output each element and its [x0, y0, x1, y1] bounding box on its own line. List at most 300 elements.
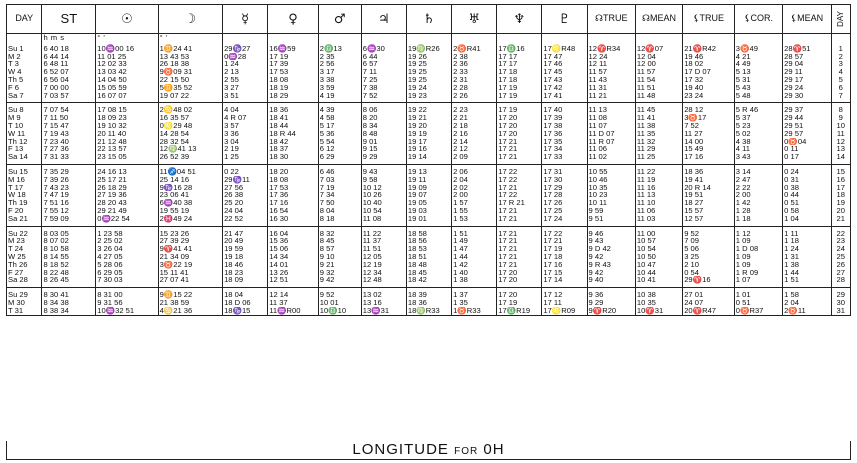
value-cell: 13 03 42 — [96, 68, 158, 76]
day-cell: Su 15 — [8, 166, 28, 176]
value-cell: 24 04 — [223, 207, 268, 215]
day-cell: Sa 7 — [7, 92, 42, 103]
value-cell: 11 02 — [587, 153, 635, 164]
value-cell: 11 54 — [635, 76, 682, 84]
value-cell: 2 33 — [452, 68, 497, 76]
table-row — [7, 84, 851, 92]
value-cell: 19♍R26 — [406, 42, 451, 53]
table-row — [7, 138, 851, 146]
value-cell: 2♓49 24 — [158, 215, 223, 226]
value-cell: 1 37 — [452, 288, 497, 299]
value-cell: 21♈R42 — [683, 42, 735, 53]
value-cell: 8 45 — [318, 237, 361, 245]
day-number-cell: 17 — [831, 184, 850, 192]
value-cell: 10 12 — [361, 184, 406, 192]
value-cell: 9♈41 41 — [158, 245, 223, 253]
value-cell: 1 18 — [734, 215, 782, 226]
value-cell: 11 57 — [587, 68, 635, 76]
value-cell: 12♈07 — [635, 42, 682, 53]
value-cell: 8 07 02 — [42, 237, 96, 245]
value-cell: 0 11 — [783, 145, 831, 153]
value-cell: 10 44 — [635, 269, 682, 277]
value-cell: 17 18 — [497, 68, 542, 76]
value-cell: 1 49 — [452, 237, 497, 245]
table-row — [7, 269, 851, 277]
value-cell: 9 51 — [587, 215, 635, 226]
value-cell: 3♉17 — [683, 114, 735, 122]
day-cell: Su 22 — [8, 228, 28, 238]
value-cell: 7 23 40 — [42, 138, 96, 146]
table-row — [7, 288, 851, 299]
value-cell: 9 10 — [318, 253, 361, 261]
day-number-cell: 18 — [831, 191, 850, 199]
value-cell: 8 31 00 — [96, 288, 158, 299]
value-cell: 17 34 — [542, 145, 587, 153]
value-cell: 12 51 — [268, 276, 319, 287]
value-cell: 3 43 — [734, 153, 782, 164]
value-cell: 8 30 41 — [42, 288, 96, 299]
value-cell: 1♉R33 — [452, 307, 497, 315]
pluto-icon: ♇ — [542, 5, 587, 34]
value-cell: 0 31 — [783, 176, 831, 184]
value-cell: 17 21 — [497, 184, 542, 192]
value-cell: 17 19 — [268, 53, 319, 61]
value-cell: 1 51 — [452, 226, 497, 237]
value-cell: 18 29 — [268, 92, 319, 103]
value-cell: 0 24 — [783, 164, 831, 175]
value-cell: 7 52 — [361, 92, 406, 103]
header-row — [7, 5, 851, 34]
value-cell: 2 19 — [223, 145, 268, 153]
value-cell: 5 28 06 — [96, 261, 158, 269]
day-number-cell: 31 — [831, 307, 850, 315]
value-cell: 19 24 — [406, 84, 451, 92]
value-cell: 2 14 — [452, 138, 497, 146]
day-number-cell: 20 — [831, 207, 850, 215]
day-number-cell: 21 — [831, 215, 850, 226]
node-true-header: ☊TRUE — [587, 5, 635, 34]
value-cell: 17 20 — [497, 269, 542, 277]
moon-icon: ☽ — [158, 5, 223, 34]
value-cell: 10♈31 — [635, 307, 682, 315]
value-cell: 17 22 — [497, 164, 542, 175]
value-cell: 17 08 15 — [96, 103, 158, 114]
value-cell: 1 09 — [734, 261, 782, 269]
value-cell: 18 R 44 — [268, 130, 319, 138]
value-cell: 0 22 — [223, 164, 268, 175]
value-cell: 5♊35 52 — [158, 84, 223, 92]
value-cell: 3 36 — [223, 130, 268, 138]
value-cell: 19 07 22 — [158, 92, 223, 103]
value-cell: 11 21 — [587, 92, 635, 103]
value-cell: 15 49 — [683, 145, 735, 153]
value-cell: 8 18 52 — [42, 261, 96, 269]
value-cell: 16 07 07 — [96, 92, 158, 103]
value-cell: 8 34 38 — [42, 299, 96, 307]
value-cell: 9 01 — [361, 138, 406, 146]
value-cell: 6 12 — [318, 145, 361, 153]
value-cell: 16 30 — [268, 215, 319, 226]
value-cell: 1 18 — [783, 237, 831, 245]
value-cell: 17 18 — [497, 76, 542, 84]
value-cell: 10 40 — [361, 199, 406, 207]
value-cell: 12 04 — [635, 53, 682, 61]
value-cell: 18 04 — [223, 288, 268, 299]
value-cell: 1 11 — [783, 226, 831, 237]
value-cell: 25 17 21 — [96, 176, 158, 184]
value-cell: 17 24 — [542, 215, 587, 226]
st-header: ST — [42, 5, 96, 34]
value-cell: 3 25 — [683, 253, 735, 261]
value-cell: 1 12 — [734, 226, 782, 237]
day-cell: M 9 — [8, 114, 21, 122]
value-cell: 2 18 — [452, 122, 497, 130]
value-cell: 18 37 — [268, 145, 319, 153]
value-cell: 29 21 49 — [96, 207, 158, 215]
value-cell: 5 R 46 — [734, 103, 782, 114]
value-cell: 1 53 — [452, 215, 497, 226]
value-cell: 6 40 18 — [42, 42, 96, 53]
value-cell: 18 02 — [683, 60, 735, 68]
value-cell: 17♌R09 — [542, 307, 587, 315]
table-row — [7, 299, 851, 307]
value-cell: 7 11 — [361, 68, 406, 76]
value-cell: 2 09 — [452, 153, 497, 164]
value-cell: 1 57 — [452, 199, 497, 207]
day-number-cell: 25 — [831, 253, 850, 261]
value-cell: 17 40 — [542, 103, 587, 114]
value-cell: 19 20 — [406, 122, 451, 130]
value-cell: 28 57 — [783, 53, 831, 61]
value-cell: 15 36 — [268, 237, 319, 245]
value-cell: 9 52 — [318, 288, 361, 299]
day-cell: T 24 — [8, 245, 24, 253]
value-cell: 17 14 — [542, 276, 587, 287]
value-cell: 0 58 — [783, 207, 831, 215]
value-cell: 17 20 — [497, 288, 542, 299]
table-row — [7, 253, 851, 261]
table-row — [7, 184, 851, 192]
value-cell: 1 23 58 — [96, 226, 158, 237]
value-cell: 4 21 — [734, 53, 782, 61]
value-cell: 11 22 — [361, 226, 406, 237]
value-cell: 17 42 — [542, 84, 587, 92]
value-cell: 12 48 — [361, 276, 406, 287]
day-number-cell: 15 — [831, 164, 850, 175]
value-cell: 17 21 — [497, 207, 542, 215]
table-row — [7, 42, 851, 53]
value-cell: 9 21 — [318, 261, 361, 269]
value-cell: 6♒40 38 — [158, 199, 223, 207]
value-cell: 6 46 — [318, 164, 361, 175]
value-cell: 7 38 — [361, 84, 406, 92]
value-cell: 9 36 — [587, 288, 635, 299]
value-cell: 29 24 — [783, 84, 831, 92]
value-cell: 17 53 — [268, 68, 319, 76]
value-cell: 5 23 — [734, 122, 782, 130]
value-cell: 7 52 — [683, 122, 735, 130]
value-cell: 22 13 57 — [96, 145, 158, 153]
value-cell: 17 53 — [268, 184, 319, 192]
value-cell: 1 01 — [734, 288, 782, 299]
value-cell: 18♍R33 — [406, 307, 451, 315]
value-cell: 20 R 14 — [683, 184, 735, 192]
day-cell: Sa 14 — [7, 153, 42, 164]
value-cell: 21 34 09 — [158, 253, 223, 261]
value-cell: 9♈R20 — [587, 307, 635, 315]
value-cell: 4 58 — [318, 114, 361, 122]
value-cell: 23 15 05 — [96, 153, 158, 164]
value-cell: 11 03 — [635, 215, 682, 226]
value-cell: 10♒00 16 — [96, 42, 158, 53]
value-cell: 9 29 — [587, 299, 635, 307]
table-row — [7, 130, 851, 138]
value-cell: 7 43 23 — [42, 184, 96, 192]
value-cell: 12 14 — [268, 288, 319, 299]
value-cell: 9 32 — [318, 269, 361, 277]
value-cell: 9 31 56 — [96, 299, 158, 307]
day-number-cell: 23 — [831, 237, 850, 245]
value-cell: 18 20 — [268, 164, 319, 175]
table-row — [7, 114, 851, 122]
value-cell: 17 21 — [497, 237, 542, 245]
table-row — [7, 92, 851, 103]
value-cell: 8 48 — [361, 130, 406, 138]
value-cell: 14 04 50 — [96, 76, 158, 84]
value-cell: 9♑16 28 — [158, 184, 223, 192]
day-number-cell: 28 — [831, 276, 850, 287]
value-cell: 17 22 — [497, 191, 542, 199]
value-cell: 7 30 03 — [96, 276, 158, 287]
footer-for: FOR — [454, 446, 479, 457]
value-cell: 10 26 — [361, 191, 406, 199]
value-cell: 18 08 — [268, 76, 319, 84]
value-cell: 11 10 — [635, 199, 682, 207]
day-cell: Th 5 — [8, 75, 24, 84]
day-number-cell: 22 — [831, 226, 850, 237]
day-cell: W 18 — [8, 191, 26, 200]
value-cell: 5 48 — [734, 92, 782, 103]
value-cell: 27 19 36 — [96, 191, 158, 199]
value-cell: 11 06 — [635, 207, 682, 215]
value-cell: 20 11 40 — [96, 130, 158, 138]
value-cell: 9 46 — [587, 226, 635, 237]
value-cell: 29♑11 — [223, 176, 268, 184]
value-cell: 4 27 05 — [96, 253, 158, 261]
day-number-cell: 13 — [831, 145, 850, 153]
value-cell: 11 41 — [635, 114, 682, 122]
value-cell: 11 43 — [587, 76, 635, 84]
value-cell: 5 06 — [683, 245, 735, 253]
value-cell: 2 28 — [452, 84, 497, 92]
value-cell: 17 21 — [497, 138, 542, 146]
value-cell: 2 13 — [223, 68, 268, 76]
value-cell: 18 09 23 — [96, 114, 158, 122]
value-cell: 18 53 — [406, 245, 451, 253]
value-cell: 6 29 05 — [96, 269, 158, 277]
value-cell: 1 04 — [783, 215, 831, 226]
st-units: h m s — [42, 34, 96, 42]
venus-icon: ♀ — [268, 5, 319, 34]
value-cell: 19 55 19 — [158, 207, 223, 215]
moon-units: ° ' — [158, 34, 223, 42]
value-cell: 17 45 — [542, 68, 587, 76]
value-cell: 12 57 — [683, 215, 735, 226]
value-cell: 9 52 — [683, 226, 735, 237]
value-cell: 18 48 — [406, 261, 451, 269]
day-number-cell: 27 — [831, 269, 850, 277]
value-cell: 26 38 — [223, 191, 268, 199]
value-cell: 17♎R19 — [497, 307, 542, 315]
day-number-cell: 24 — [831, 245, 850, 253]
table-row — [7, 60, 851, 68]
value-cell: 0♉R37 — [734, 307, 782, 315]
value-cell: 1 25 — [223, 153, 268, 164]
value-cell: 17 20 — [497, 122, 542, 130]
value-cell: 1 44 — [452, 253, 497, 261]
value-cell: 17 25 — [542, 207, 587, 215]
value-cell: 2 04 — [452, 176, 497, 184]
value-cell: 13 43 53 — [158, 53, 223, 61]
footer-time: 0H — [483, 441, 505, 458]
table-row — [7, 153, 851, 164]
value-cell: 1 24 — [783, 245, 831, 253]
table-row — [7, 199, 851, 207]
value-cell: 29 11 — [783, 68, 831, 76]
value-cell: 9 R 43 — [587, 261, 635, 269]
value-cell: 1 42 — [734, 199, 782, 207]
value-cell: 18 58 — [406, 226, 451, 237]
day-header: DAY — [7, 5, 42, 34]
value-cell: 4 38 — [734, 138, 782, 146]
value-cell: 3 57 — [223, 122, 268, 130]
value-cell: 29♈16 — [683, 276, 735, 287]
value-cell: 6 44 — [361, 53, 406, 61]
value-cell: 11 07 — [587, 122, 635, 130]
value-cell: 1 09 — [734, 237, 782, 245]
value-cell: 17 36 — [268, 191, 319, 199]
table-row — [7, 68, 851, 76]
value-cell: 9 59 — [587, 207, 635, 215]
value-cell: 2 21 — [452, 114, 497, 122]
table-row — [7, 226, 851, 237]
value-cell: 0 51 — [783, 199, 831, 207]
value-cell: 12♍41 13 — [158, 145, 223, 153]
value-cell: 12 02 33 — [96, 60, 158, 68]
value-cell: 3 14 — [734, 164, 782, 175]
value-cell: 18 36 — [268, 103, 319, 114]
value-cell: 17 11 — [542, 299, 587, 307]
node-mean-header: ☊MEAN — [635, 5, 682, 34]
value-cell: 11 13 — [587, 103, 635, 114]
value-cell: 15 23 26 — [158, 226, 223, 237]
value-cell: 3 04 — [223, 138, 268, 146]
footer-caption — [6, 441, 851, 460]
value-cell: 8 06 — [361, 103, 406, 114]
day-cell: Su 1 — [8, 43, 24, 53]
value-cell: 12 00 — [635, 60, 682, 68]
value-cell: 17 43 — [542, 76, 587, 84]
day-number-cell: 7 — [831, 92, 850, 103]
value-cell: 17 21 — [497, 153, 542, 164]
value-cell: 11 38 — [635, 122, 682, 130]
value-cell: 10 11 — [587, 199, 635, 207]
table-row — [7, 207, 851, 215]
value-cell: 8 18 — [318, 215, 361, 226]
day-number-cell: 4 — [831, 68, 850, 76]
value-cell: 0♒28 — [223, 53, 268, 61]
value-cell: 3 59 — [318, 84, 361, 92]
value-cell: 18 36 — [683, 164, 735, 175]
value-cell: 2 31 — [452, 76, 497, 84]
value-cell: 16 35 57 — [158, 114, 223, 122]
value-cell: 8 22 48 — [42, 269, 96, 277]
value-cell: 6 57 — [361, 60, 406, 68]
day-cell: T 3 — [8, 60, 19, 69]
value-cell: 1 38 — [783, 261, 831, 269]
value-cell: 17 21 — [497, 261, 542, 269]
value-cell: 1♊24 41 — [158, 42, 223, 53]
value-cell: 12 11 — [587, 60, 635, 68]
value-cell: 19 14 — [406, 153, 451, 164]
value-cell: 28♈51 — [783, 42, 831, 53]
value-cell: 2 22 — [734, 184, 782, 192]
day-cell: Su 8 — [8, 105, 24, 115]
value-cell: 2 12 — [452, 145, 497, 153]
day-number-cell: 5 — [831, 76, 850, 84]
value-cell: 2 26 — [452, 92, 497, 103]
value-cell: 17 19 — [497, 84, 542, 92]
value-cell: 11 08 — [361, 215, 406, 226]
day-cell: W 4 — [8, 68, 22, 76]
value-cell: 4 39 — [318, 103, 361, 114]
value-cell: 2 16 — [452, 130, 497, 138]
value-cell: 8 57 — [318, 245, 361, 253]
value-cell: 11 08 — [587, 114, 635, 122]
value-cell: 19 07 — [406, 191, 451, 199]
value-cell: 16 04 — [268, 226, 319, 237]
value-cell: 18 44 — [268, 122, 319, 130]
value-cell: 13 26 — [268, 269, 319, 277]
table-row — [7, 215, 851, 226]
value-cell: 2 06 — [452, 164, 497, 175]
value-cell: 21 12 48 — [96, 138, 158, 146]
value-cell: 21 38 59 — [158, 299, 223, 307]
value-cell: 7 27 36 — [42, 145, 96, 153]
value-cell: 19 59 — [223, 245, 268, 253]
value-cell: 26 18 29 — [96, 184, 158, 192]
value-cell: 29 57 — [783, 130, 831, 138]
value-cell: 11 27 — [683, 130, 735, 138]
value-cell: 5 17 — [318, 122, 361, 130]
value-cell: 19 25 — [406, 76, 451, 84]
value-cell: 2 25 02 — [96, 237, 158, 245]
value-cell: 3 26 04 — [96, 245, 158, 253]
value-cell: 19 13 — [406, 164, 451, 175]
value-cell: 7 09 — [683, 237, 735, 245]
value-cell: 5 13 — [734, 68, 782, 76]
units-row — [7, 34, 851, 42]
value-cell: 7 51 16 — [42, 199, 96, 207]
day-number-cell: 3 — [831, 60, 850, 68]
value-cell: 17 19 — [542, 245, 587, 253]
value-cell: 17 R 21 — [497, 199, 542, 207]
table-row — [7, 237, 851, 245]
value-cell: 12 19 — [361, 261, 406, 269]
value-cell: 1 51 — [783, 276, 831, 287]
value-cell: 11 29 — [635, 145, 682, 153]
day-cell: Sa 28 — [7, 276, 42, 287]
